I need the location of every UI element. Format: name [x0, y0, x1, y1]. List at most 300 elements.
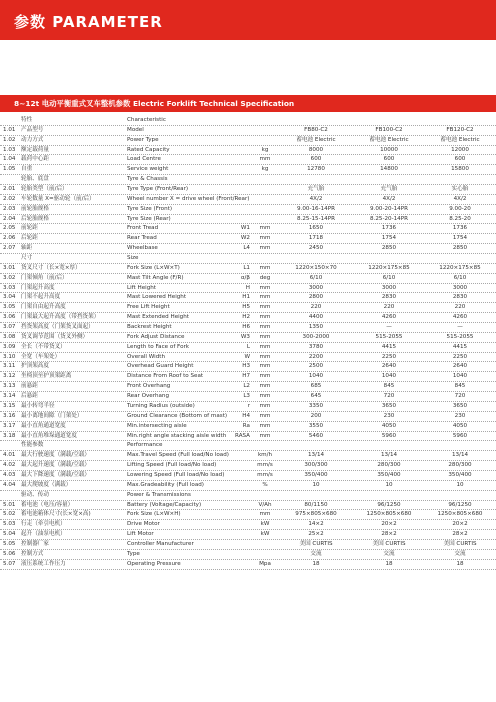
row-value-1: 10 [312, 481, 320, 488]
row-number: 3.09 [3, 343, 16, 350]
row-unit: mm [259, 412, 271, 419]
row-value-1: 12780 [307, 166, 325, 173]
row-value-2: 20×2 [381, 521, 397, 528]
row-label-en: Lifting Speed (Full load/No load) [127, 462, 217, 469]
row-value-2: 280/300 [377, 462, 401, 469]
table-row [0, 224, 496, 234]
row-label-cn: 轮胎、底盘 [21, 176, 49, 183]
row-number: 2.07 [3, 245, 16, 252]
row-value-1: 300/300 [304, 462, 328, 469]
row-value-2: 350/400 [377, 471, 401, 478]
row-symbol: H5 [242, 304, 250, 311]
row-value-3: 2830 [452, 294, 468, 301]
table-row [0, 392, 496, 402]
row-value-3: 1250×805×680 [437, 511, 483, 518]
table-row [0, 432, 496, 442]
row-unit: mm [259, 294, 271, 301]
row-value-1: 蓄电池 Electric [296, 136, 336, 143]
row-label-cn: 前悬距 [21, 383, 38, 390]
table-row [0, 323, 496, 333]
row-symbol: RASA [235, 432, 250, 439]
row-unit: mm [259, 264, 271, 271]
row-number: 3.08 [3, 333, 16, 340]
table-row [0, 362, 496, 372]
table-row [0, 422, 496, 432]
row-label-en: Front Overhang [127, 383, 171, 390]
row-label-cn: 性能参数 [21, 442, 44, 449]
row-number: 5.03 [3, 521, 16, 528]
table-row [0, 303, 496, 313]
row-label-cn: 控制器厂家 [21, 540, 49, 547]
table-row [0, 313, 496, 323]
row-label-en: Lowering Speed (Full load/No load) [127, 471, 225, 478]
row-value-3: 600 [454, 156, 466, 163]
row-value-2: 220 [383, 304, 395, 311]
row-label-en: Ground Clearance (Bottom of mast) [127, 412, 228, 419]
row-number: 4.02 [3, 462, 16, 469]
row-label-cn: 最小离地间隙（门架处） [21, 412, 83, 419]
row-label-cn: 门架起升高度 [21, 284, 55, 291]
row-value-2: 96/1250 [377, 501, 401, 508]
table-row [0, 234, 496, 244]
row-value-3: 交流 [454, 550, 466, 557]
row-label-en: Overhead Guard Height [127, 363, 194, 370]
row-label-en: Model [127, 126, 144, 133]
row-label-en: Mast Tilt Angle (F/R) [127, 274, 184, 281]
row-unit: Mpa [259, 560, 271, 567]
row-value-1: 200 [310, 412, 322, 419]
row-symbol: α/β [240, 274, 250, 281]
row-value-3: 9.00-20 [449, 205, 471, 212]
row-value-1: 3000 [308, 284, 324, 291]
table-row [0, 412, 496, 422]
row-number: 3.03 [3, 284, 16, 291]
row-value-3: — [457, 324, 463, 331]
table-row [0, 333, 496, 343]
row-value-1: 1718 [308, 235, 324, 242]
row-unit: mm [259, 363, 271, 370]
row-value-2: 28×2 [381, 531, 397, 538]
table-row [0, 372, 496, 382]
row-unit: % [262, 481, 268, 488]
row-value-2: 美国 CURTIS [372, 540, 406, 547]
row-number: 3.12 [3, 373, 16, 380]
row-value-2: 14800 [380, 166, 398, 173]
row-value-2: 845 [383, 383, 395, 390]
table-row [0, 382, 496, 392]
row-value-2: 4415 [381, 343, 397, 350]
row-label-en: Fork Adjust Distance [127, 333, 185, 340]
spec-table [0, 116, 496, 570]
row-number: 5.01 [3, 501, 16, 508]
table-row [0, 560, 496, 570]
row-value-3: 720 [454, 393, 466, 400]
row-unit: mm [259, 245, 271, 252]
row-value-3: 5960 [452, 432, 468, 439]
row-value-3: 230 [454, 412, 466, 419]
row-value-2: 13/14 [380, 452, 398, 459]
table-row [0, 274, 496, 284]
row-label-en: Service weight [127, 166, 169, 173]
row-label-en: Load Centre [127, 156, 161, 163]
row-value-1: 充气胎 [307, 186, 325, 193]
row-unit: mm [259, 324, 271, 331]
row-label-cn: 后轮距 [21, 235, 38, 242]
row-unit: mm [259, 511, 271, 518]
row-value-3: 13/14 [451, 452, 469, 459]
row-unit: mm [259, 304, 271, 311]
row-number: 5.02 [3, 511, 16, 518]
row-number: 3.04 [3, 294, 16, 301]
row-label-en: Tyre Size (Front) [127, 205, 173, 212]
row-value-2: 4X/2 [382, 195, 396, 202]
table-row [0, 126, 496, 136]
table-row [0, 471, 496, 481]
row-number: 1.04 [3, 156, 16, 163]
row-unit: mm [259, 422, 271, 429]
row-value-3: 2850 [452, 245, 468, 252]
row-label-cn: 后悬距 [21, 393, 38, 400]
row-value-1: 2450 [308, 245, 324, 252]
table-row [0, 284, 496, 294]
row-number: 3.01 [3, 264, 16, 271]
row-value-2: 1040 [381, 373, 397, 380]
row-value-1: 2200 [308, 353, 324, 360]
row-label-cn: 门架倾角（前/后） [21, 274, 68, 281]
row-value-2: 720 [383, 393, 395, 400]
table-row [0, 520, 496, 530]
row-value-3: 6/10 [453, 274, 467, 281]
row-number: 2.01 [3, 186, 16, 193]
row-label-cn: 门架自由起升高度 [21, 304, 66, 311]
row-label-cn: 动力方式 [21, 136, 44, 143]
row-value-1: FB80-C2 [304, 126, 328, 133]
row-value-2: 充气胎 [380, 186, 398, 193]
row-value-3: 8.25-20 [449, 215, 471, 222]
row-value-3: 1040 [452, 373, 468, 380]
row-label-en: Rated Capacity [127, 146, 170, 153]
row-number: 3.10 [3, 353, 16, 360]
row-label-en: Length to Face of Fork [127, 343, 190, 350]
row-label-en: Min.right angle stacking aisle width [127, 432, 227, 439]
table-row [0, 155, 496, 165]
row-label-en: Min.intersecting aisle [127, 422, 187, 429]
row-number: 2.02 [3, 195, 16, 202]
row-symbol: W2 [240, 235, 250, 242]
row-value-2: 600 [383, 156, 395, 163]
row-value-2: 9.00-20-14PR [370, 205, 408, 212]
row-value-2: 8.25-20-14PR [370, 215, 408, 222]
row-value-1: 14×2 [308, 521, 324, 528]
table-row [0, 461, 496, 471]
table-row [0, 205, 496, 215]
row-value-1: 5460 [308, 432, 324, 439]
row-value-3: 12000 [451, 146, 469, 153]
row-value-3: 515-2055 [446, 333, 474, 340]
row-symbol: H4 [242, 412, 250, 419]
row-value-2: 3650 [381, 402, 397, 409]
row-value-3: 1736 [452, 225, 468, 232]
row-number: 3.17 [3, 422, 16, 429]
row-label-cn: 坐椅顶至护顶架距离 [21, 373, 72, 380]
row-unit: mm [259, 235, 271, 242]
row-number: 3.15 [3, 402, 16, 409]
row-value-3: 845 [454, 383, 466, 390]
category-row [0, 116, 496, 126]
row-symbol: L1 [243, 264, 250, 271]
row-unit: kg [261, 146, 269, 153]
row-unit: mm [259, 383, 271, 390]
row-value-2: 4260 [381, 314, 397, 321]
row-number: 5.07 [3, 560, 16, 567]
row-label-en: Operating Pressure [127, 560, 181, 567]
row-label-en: Wheelbase [127, 245, 158, 252]
row-label-en: Performance [127, 442, 163, 449]
row-unit: deg [259, 274, 271, 281]
row-label-cn: 特性 [21, 117, 33, 123]
row-label-en: Free Lift Height [127, 304, 170, 311]
row-number: 5.05 [3, 540, 16, 547]
row-value-2: 3000 [381, 284, 397, 291]
row-symbol: H1 [242, 294, 250, 301]
row-value-3: 18 [456, 560, 464, 567]
row-label-cn: 尺寸 [21, 255, 33, 262]
row-value-2: 4050 [381, 422, 397, 429]
row-value-2: 5960 [381, 432, 397, 439]
row-number: 3.16 [3, 412, 16, 419]
row-label-en: Fork Size (L×W×T) [127, 264, 180, 271]
row-label-cn: 蓄电池箱体尺寸(长×宽×高) [21, 511, 91, 518]
row-value-1: 645 [310, 393, 322, 400]
table-row [0, 540, 496, 550]
table-row [0, 165, 496, 175]
row-label-cn: 最大下降速度（满载/空载） [21, 471, 91, 478]
row-value-2: — [386, 324, 392, 331]
row-value-1: 1040 [308, 373, 324, 380]
row-label-en: Wheel number X = drive wheel (Front/Rear) [127, 195, 250, 202]
row-label-cn: 最大起升速度（满载/空载） [21, 462, 91, 469]
row-value-3: 20×2 [452, 521, 468, 528]
row-label-cn: 最小直角堆垛通道宽度 [21, 432, 77, 439]
row-value-1: 交流 [310, 550, 322, 557]
row-value-1: 685 [310, 383, 322, 390]
row-value-3: 2640 [452, 363, 468, 370]
row-number: 2.05 [3, 225, 16, 232]
row-label-en: Backrest Height [127, 324, 172, 331]
row-label-en: Fork Size (L×W×H) [127, 511, 181, 518]
table-row [0, 264, 496, 274]
row-symbol: L4 [243, 245, 250, 252]
row-number: 5.06 [3, 550, 16, 557]
row-unit: mm [259, 393, 271, 400]
row-unit: mm/s [257, 462, 273, 469]
row-unit: mm [259, 225, 271, 232]
row-symbol: L [246, 343, 250, 350]
row-value-2: 2850 [381, 245, 397, 252]
row-unit: kW [260, 531, 270, 538]
row-value-1: 4X/2 [309, 195, 323, 202]
row-value-3: 10 [456, 481, 464, 488]
row-label-en: Overall Width [127, 353, 166, 360]
table-row [0, 146, 496, 156]
row-number: 1.03 [3, 146, 16, 153]
row-value-3: 15800 [451, 166, 469, 173]
row-value-3: 220 [454, 304, 466, 311]
row-label-en: Lift Height [127, 284, 157, 291]
row-value-3: 3650 [452, 402, 468, 409]
row-number: 2.04 [3, 215, 16, 222]
row-value-1: 8.25-15-14PR [297, 215, 335, 222]
table-row [0, 530, 496, 540]
row-label-en: Tyre & Chassis [127, 176, 168, 183]
row-number: 3.07 [3, 324, 16, 331]
row-value-2: 2830 [381, 294, 397, 301]
table-row [0, 195, 496, 205]
row-unit: mm [259, 343, 271, 350]
row-value-1: 80/1150 [304, 501, 328, 508]
row-symbol: H3 [242, 363, 250, 370]
row-label-en: Power Type [127, 136, 159, 143]
row-number: 2.06 [3, 235, 16, 242]
row-label-en: Type [127, 550, 140, 557]
row-value-2: 蓄电池 Electric [369, 136, 409, 143]
table-row [0, 481, 496, 491]
row-number: 3.02 [3, 274, 16, 281]
table-row [0, 353, 496, 363]
category-row [0, 175, 496, 185]
row-value-3: 美国 CURTIS [443, 540, 477, 547]
row-label-cn: 轮胎类型（前/后） [21, 186, 68, 193]
row-value-2: 10 [385, 481, 393, 488]
row-value-2: 18 [385, 560, 393, 567]
table-row [0, 550, 496, 560]
row-label-cn: 前轮距 [21, 225, 38, 232]
row-label-cn: 最小直角通道宽度 [21, 422, 66, 429]
row-symbol: L2 [243, 383, 250, 390]
row-value-3: 实心胎 [451, 186, 469, 193]
row-symbol: W1 [240, 225, 250, 232]
row-value-1: 2800 [308, 294, 324, 301]
row-unit: mm [259, 284, 271, 291]
row-value-3: 1220×175×85 [439, 264, 481, 271]
row-value-1: 1350 [308, 324, 324, 331]
row-symbol: W3 [240, 333, 250, 340]
row-value-1: 3550 [308, 422, 324, 429]
row-value-2: 2640 [381, 363, 397, 370]
row-label-en: Drive Motor [127, 521, 160, 528]
row-value-2: 1754 [381, 235, 397, 242]
row-value-3: 4415 [452, 343, 468, 350]
row-number: 5.04 [3, 531, 16, 538]
row-label-cn: 液压系统工作压力 [21, 560, 66, 567]
row-value-3: FB120-C2 [446, 126, 474, 133]
table-row [0, 510, 496, 520]
table-row [0, 343, 496, 353]
table-row [0, 185, 496, 195]
row-symbol: W [244, 353, 250, 360]
row-value-2: 1736 [381, 225, 397, 232]
row-label-cn: 护顶架高度 [21, 363, 49, 370]
row-label-en: Distance From Roof to Seat [127, 373, 204, 380]
row-label-cn: 门架最大起升高度（带挡货架） [21, 314, 100, 321]
row-value-3: 蓄电池 Electric [440, 136, 480, 143]
row-label-cn: 后轮胎规格 [21, 215, 49, 222]
row-value-3: 96/1250 [448, 501, 472, 508]
section-title: 8~12t 电动平衡重式叉车整机参数 Electric Forklift Technical Specification [14, 99, 295, 108]
row-value-2: 1250×805×680 [366, 511, 412, 518]
row-value-1: 18 [312, 560, 320, 567]
row-label-en: Turning Radius (outside) [127, 402, 195, 409]
row-value-2: 515-2055 [375, 333, 403, 340]
row-label-en: Characteristic [127, 117, 166, 123]
row-number: 3.11 [3, 363, 16, 370]
row-label-cn: 行走（牵引电机） [21, 521, 66, 528]
row-value-3: 2250 [452, 353, 468, 360]
row-value-1: 4400 [308, 314, 324, 321]
row-unit: mm [259, 333, 271, 340]
row-value-1: 1650 [308, 225, 324, 232]
row-symbol: L3 [243, 393, 250, 400]
row-symbol: Ra [242, 422, 250, 429]
row-label-cn: 轴距 [21, 245, 33, 252]
row-value-3: 280/300 [448, 462, 472, 469]
row-value-1: 350/400 [304, 471, 328, 478]
row-value-3: 4X/2 [453, 195, 467, 202]
table-row [0, 136, 496, 146]
category-row [0, 254, 496, 264]
row-label-en: Max.Travel Speed (Full load/No load) [127, 452, 229, 459]
row-value-1: 1220×150×70 [295, 264, 337, 271]
row-value-2: 2250 [381, 353, 397, 360]
row-label-cn: 门架不起升高度 [21, 294, 61, 301]
table-row [0, 293, 496, 303]
row-number: 1.02 [3, 136, 16, 143]
row-unit: mm [259, 373, 271, 380]
row-label-en: Mast Lowered Height [127, 294, 187, 301]
row-value-3: 4260 [452, 314, 468, 321]
row-label-cn: 货叉调节范围（货叉外侧） [21, 333, 89, 340]
row-number: 3.06 [3, 314, 16, 321]
row-unit: kg [261, 166, 269, 173]
row-symbol: H7 [242, 373, 250, 380]
row-value-3: 350/400 [448, 471, 472, 478]
row-label-en: Power & Transmissions [127, 491, 191, 498]
row-value-1: 8000 [308, 146, 324, 153]
row-number: 3.18 [3, 432, 16, 439]
row-label-cn: 驱动、传动 [21, 491, 49, 498]
row-label-en: Size [127, 255, 139, 262]
row-label-cn: 最小转弯半径 [21, 402, 55, 409]
row-unit: km/h [257, 452, 273, 459]
row-value-2: 6/10 [382, 274, 396, 281]
row-label-en: Front Tread [127, 225, 159, 232]
row-number: 1.05 [3, 166, 16, 173]
row-value-1: 2500 [308, 363, 324, 370]
row-symbol: H [245, 284, 250, 291]
row-label-cn: 产品型号 [21, 126, 44, 133]
row-label-cn: 前轮胎规格 [21, 205, 49, 212]
row-value-3: 1754 [452, 235, 468, 242]
row-value-1: 600 [310, 156, 322, 163]
table-row [0, 215, 496, 225]
row-value-1: 220 [310, 304, 322, 311]
row-unit: mm [259, 402, 271, 409]
row-label-cn: 最大行驶速度（满载/空载） [21, 452, 91, 459]
row-value-1: 9.00-16-14PR [297, 205, 335, 212]
row-label-cn: 蓄电池（电压/容量） [21, 501, 74, 508]
table-row [0, 244, 496, 254]
row-value-3: 28×2 [452, 531, 468, 538]
